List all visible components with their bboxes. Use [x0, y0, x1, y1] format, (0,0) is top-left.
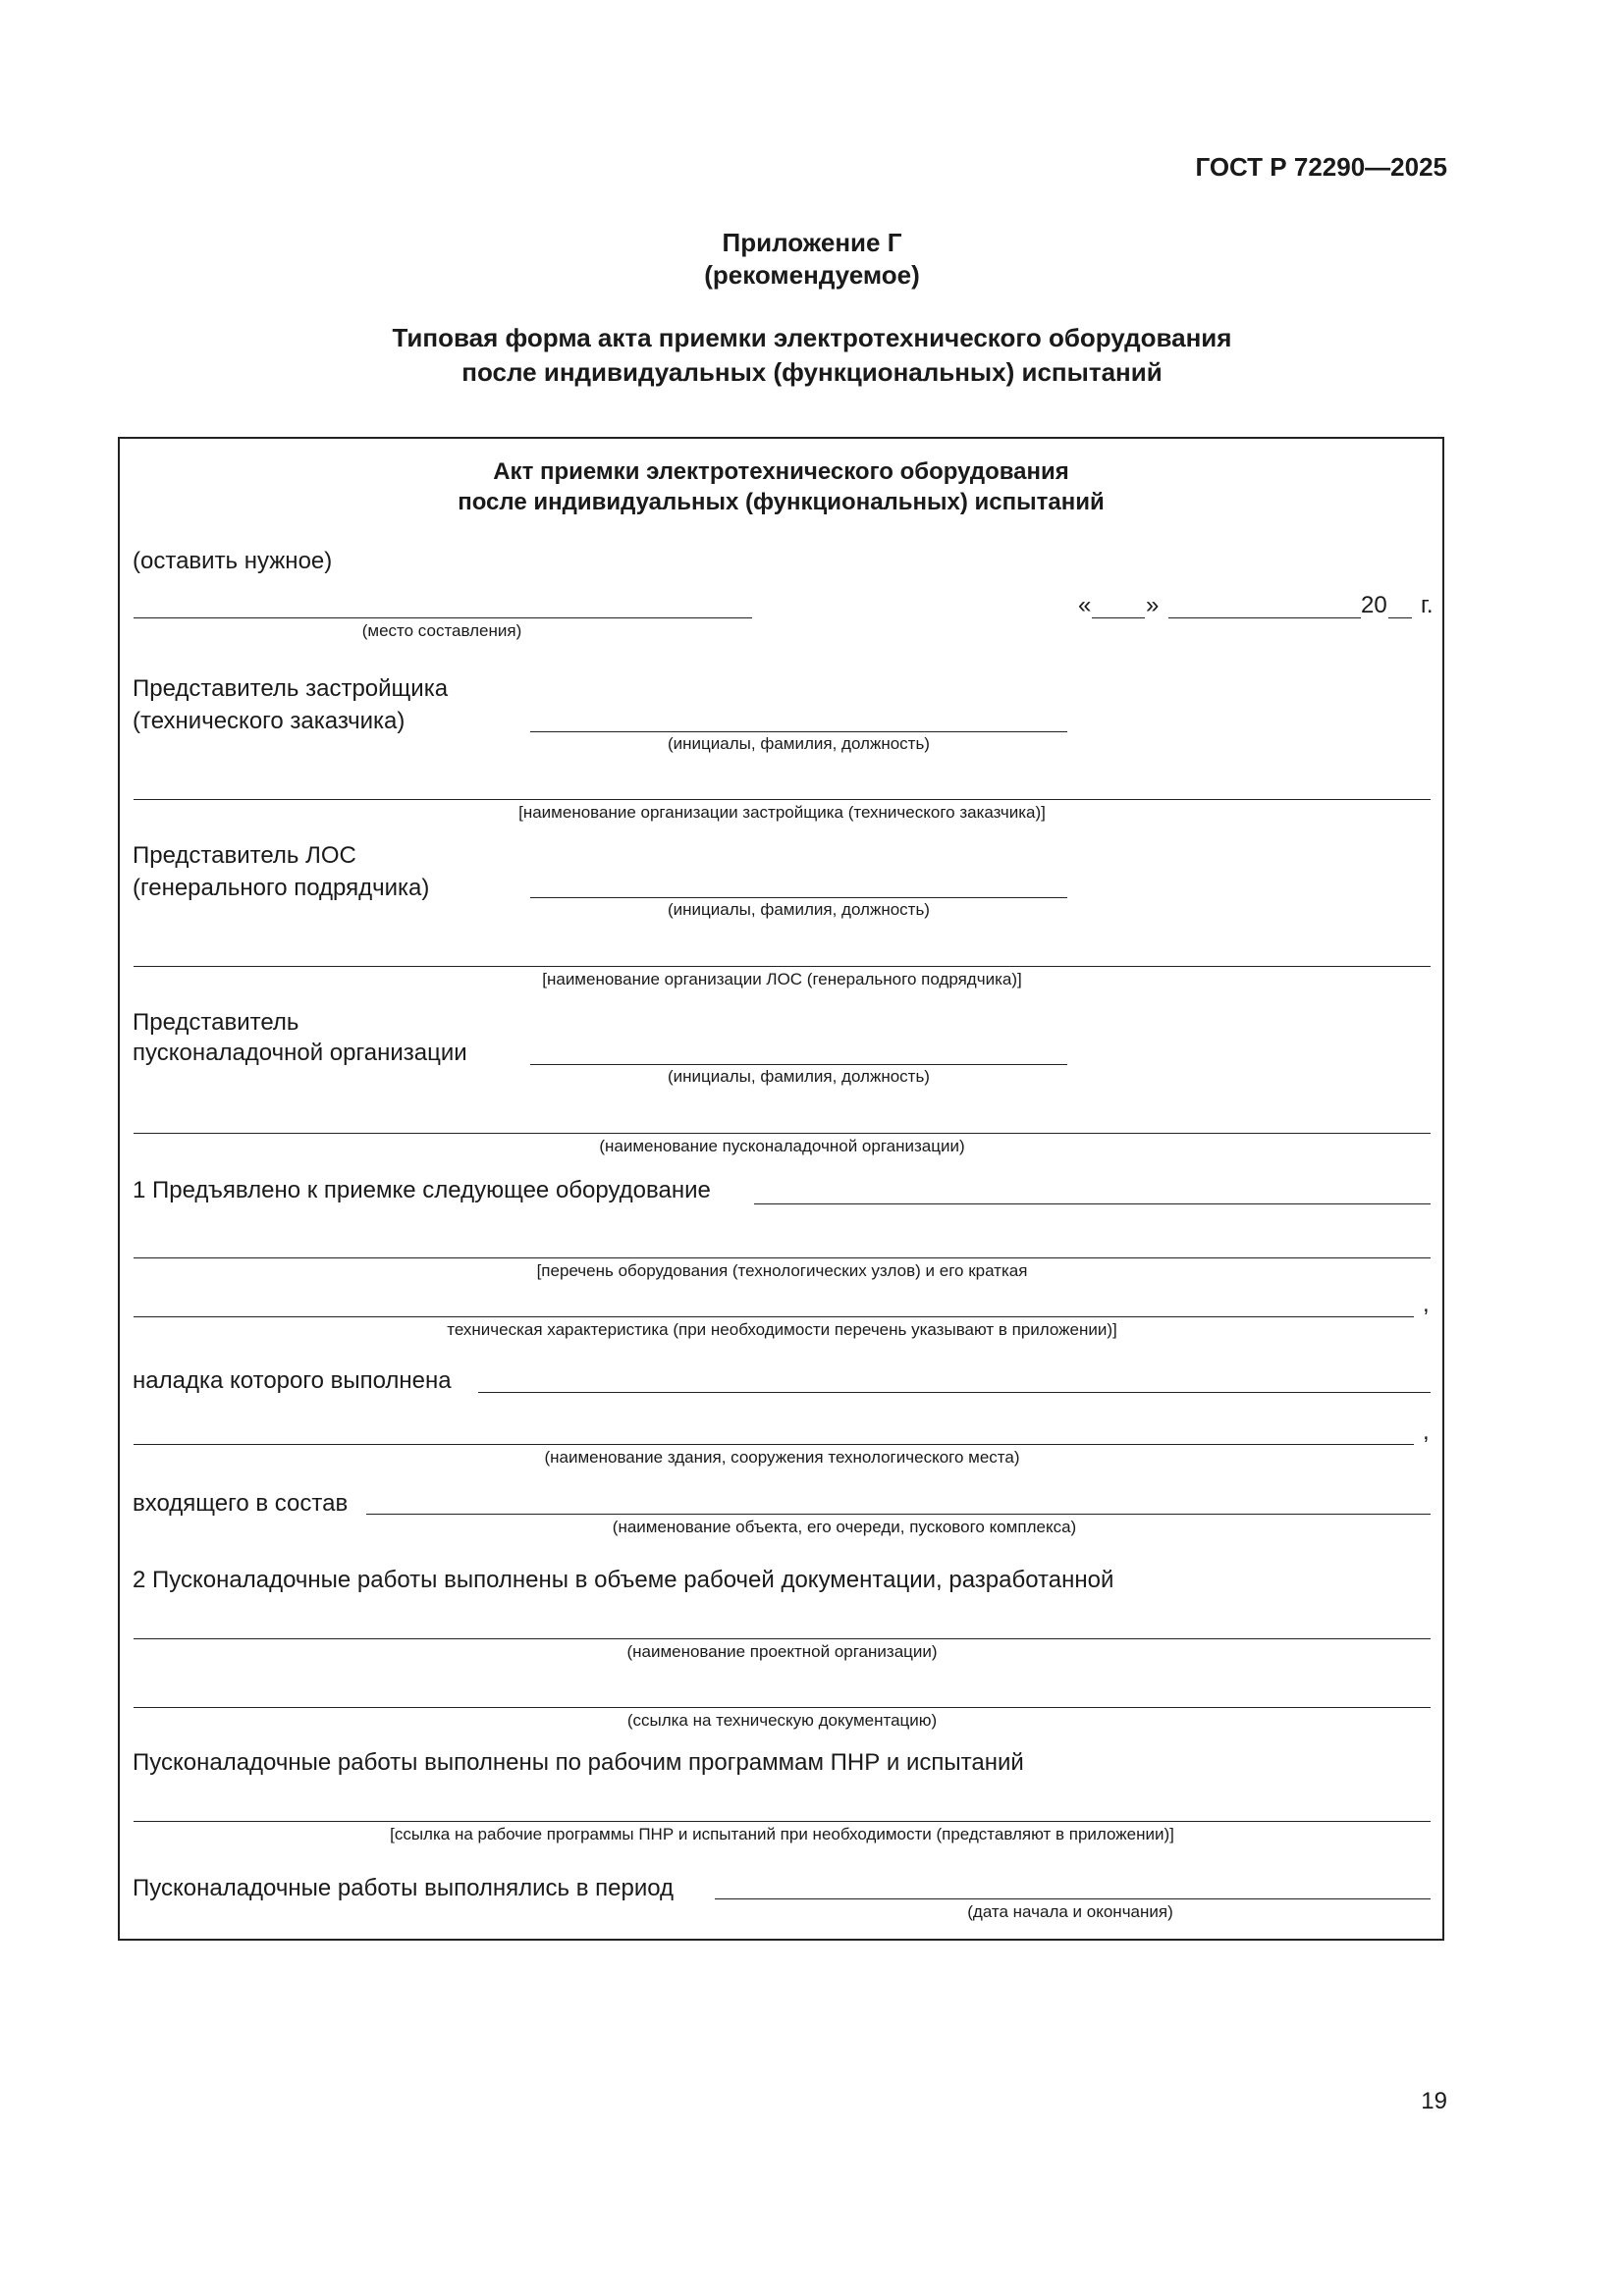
commissioning-rep-line1: Представитель	[133, 1009, 299, 1036]
setup-line[interactable]	[478, 1392, 1431, 1393]
place-caption: (место составления)	[361, 621, 522, 640]
appendix-title: Приложение Г	[722, 228, 902, 257]
contractor-rep-line1: Представитель ЛОС	[133, 842, 356, 869]
equipment-caption: [перечень оборудования (технологических узлов) и его краткая	[536, 1261, 1028, 1280]
standard-number: ГОСТ Р 72290—2025	[1195, 152, 1447, 182]
form-title-line1: Акт приемки электротехнического оборудования	[493, 458, 1069, 485]
item2-label: 2 Пусконаладочные работы выполнены в объеме рабочей документации, разработанной	[133, 1567, 1114, 1593]
commissioning-org-line[interactable]	[134, 1133, 1431, 1134]
object-caption: (наименование объекта, его очереди, пускового комплекса)	[612, 1518, 1077, 1536]
design-org-line[interactable]	[134, 1638, 1431, 1639]
date-year-line[interactable]	[1388, 617, 1412, 618]
period-line[interactable]	[715, 1898, 1431, 1899]
date-year-suffix: г.	[1421, 592, 1434, 618]
tech-line[interactable]	[134, 1316, 1414, 1317]
period-caption: (дата начала и окончания)	[967, 1902, 1173, 1921]
date-year-prefix: 20	[1361, 592, 1387, 618]
contractor-org-line[interactable]	[134, 966, 1431, 967]
customer-person-line[interactable]	[530, 731, 1067, 732]
commissioning-person-caption: (инициалы, фамилия, должность)	[668, 1067, 930, 1086]
tech-doc-caption: (ссылка на техническую документацию)	[626, 1711, 938, 1730]
customer-person-caption: (инициалы, фамилия, должность)	[668, 734, 930, 753]
building-caption: (наименование здания, сооружения технологического места)	[544, 1448, 1020, 1467]
equipment-line[interactable]	[134, 1257, 1431, 1258]
date-day-line[interactable]	[1092, 617, 1145, 618]
contractor-rep-line2: (генерального подрядчика)	[133, 875, 430, 901]
date-close-quote: »	[1146, 592, 1160, 618]
doc-title-line1: Типовая форма акта приемки электротехнического оборудования	[392, 323, 1232, 352]
commissioning-person-line[interactable]	[530, 1064, 1067, 1065]
tech-doc-line[interactable]	[134, 1707, 1431, 1708]
programs-line[interactable]	[134, 1821, 1431, 1822]
part-of-label: входящего в состав	[133, 1490, 349, 1517]
date-open-quote: «	[1078, 592, 1092, 618]
tech-comma: ,	[1423, 1291, 1430, 1317]
doc-title-line2: после индивидуальных (функциональных) испытаний	[461, 357, 1163, 387]
contractor-person-caption: (инициалы, фамилия, должность)	[668, 900, 930, 919]
item1-line[interactable]	[754, 1203, 1431, 1204]
building-comma: ,	[1423, 1418, 1430, 1445]
period-label: Пусконаладочные работы выполнялись в период	[133, 1875, 675, 1901]
customer-org-caption: [наименование организации застройщика (технического заказчика)]	[518, 803, 1046, 822]
setup-label: наладка которого выполнена	[133, 1367, 452, 1394]
tech-caption: техническая характеристика (при необходимости перечень указывают в приложении)]	[447, 1320, 1117, 1339]
page-number: 19	[1421, 2088, 1447, 2114]
date-month-line[interactable]	[1168, 617, 1361, 618]
commissioning-org-caption: (наименование пусконаладочной организации)	[599, 1137, 965, 1155]
customer-org-line[interactable]	[134, 799, 1431, 800]
appendix-note: (рекомендуемое)	[704, 260, 920, 290]
part-of-line[interactable]	[366, 1514, 1431, 1515]
form-title-line2: после индивидуальных (функциональных) испытаний	[458, 489, 1105, 515]
contractor-org-caption: [наименование организации ЛОС (генерального подрядчика)]	[542, 970, 1022, 988]
design-org-caption: (наименование проектной организации)	[626, 1642, 938, 1661]
place-line[interactable]	[134, 617, 752, 618]
item1-label: 1 Предъявлено к приемке следующее оборудование	[133, 1177, 711, 1203]
commissioning-rep-line2: пусконаладочной организации	[133, 1040, 467, 1066]
contractor-person-line[interactable]	[530, 897, 1067, 898]
choose-note: (оставить нужное)	[133, 548, 333, 574]
programs-label: Пусконаладочные работы выполнены по рабочим программам ПНР и испытаний	[133, 1749, 1024, 1776]
building-line[interactable]	[134, 1444, 1414, 1445]
customer-rep-line1: Представитель застройщика	[133, 675, 449, 702]
programs-caption: [ссылка на рабочие программы ПНР и испытаний при необходимости (представляют в приложении)]	[390, 1825, 1174, 1843]
customer-rep-line2: (технического заказчика)	[133, 708, 406, 734]
